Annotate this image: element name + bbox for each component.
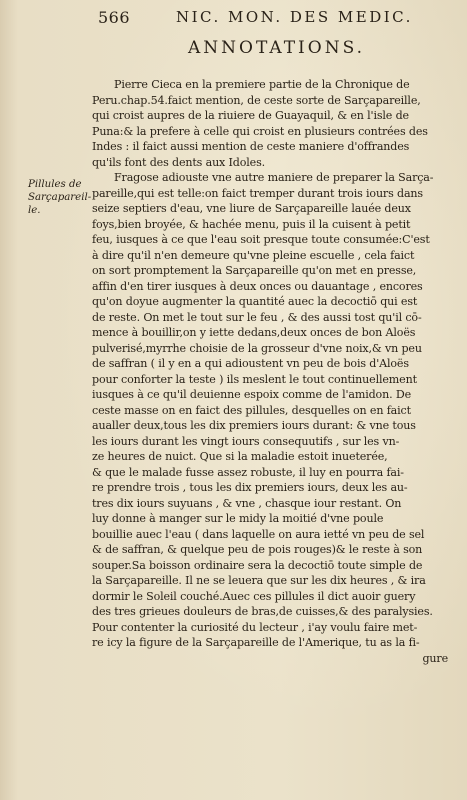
text-line: Puna:& la prefere à celle qui croist en plusieurs contrées des	[92, 124, 428, 138]
margin-note-line: Sarçapareil-	[28, 192, 92, 203]
text-line: feu, iusques à ce que l'eau soit presque toute consumée:C'est	[92, 233, 430, 246]
text-line: mence à bouillir,on y iette dedans,deux onces de bon Aloës	[92, 326, 416, 339]
text-line: tres dix iours suyuans , & vne , chasque iour restant. On	[92, 496, 402, 510]
text-line: qu'on doyue augmenter la quantité auec la decoctiō qui est	[92, 295, 418, 308]
text-line: de saffran ( il y en a qui adioustent vn peu de bois d'Aloës	[92, 357, 409, 370]
text-line: ze heures de nuict. Que si la maladie estoit inueterée,	[92, 450, 388, 463]
text-line: Pierre Cieca en la premiere partie de la Chronique de	[114, 78, 410, 91]
text-line: bouillie auec l'eau ( dans laquelle on aura ietté vn peu de sel	[92, 527, 425, 541]
running-head: NIC. MON. DES MEDIC.	[176, 8, 413, 26]
text-line: pareille,qui est telle:on faict tremper durant trois iours dans	[92, 186, 423, 200]
text-line: re icy la figure de la Sarçapareille de l'Amerique, tu as la fi-	[92, 636, 420, 649]
text-line: Indes : il faict aussi mention de ceste maniere d'offrandes	[92, 140, 410, 153]
margin-note-line: Pillules de	[28, 179, 82, 190]
text-line: ceste masse on en faict des pillules, desquelles on en faict	[92, 403, 411, 417]
text-line: affin d'en tirer iusques à deux onces ou dauantage , encores	[92, 279, 423, 293]
text-line: dormir le Soleil couché.Auec ces pillules il dict auoir guery	[92, 589, 416, 603]
section-title: ANNOTATIONS.	[188, 38, 366, 58]
margin-note-line: le.	[28, 205, 41, 216]
text-line: qu'ils font des dents aux Idoles.	[92, 155, 265, 169]
text-line: & de saffran, & quelque peu de pois rouges)& le reste à son	[92, 543, 423, 556]
text-line: re prendre trois , tous les dix premiers iours, deux les au-	[92, 481, 408, 494]
text-line: à dire qu'il n'en demeure qu'vne pleine escuelle , cela faict	[92, 248, 415, 262]
text-line: luy donne à manger sur le midy la moitié d'vne poule	[92, 512, 384, 525]
text-line: aualler deux,tous les dix premiers iours durant: & vne tous	[92, 419, 416, 432]
text-line: pour conforter la teste ) ils meslent le tout continuellement	[92, 372, 417, 386]
page-number: 566	[98, 8, 131, 27]
page-header	[0, 6, 467, 30]
text-line: Pour contenter la curiosité du lecteur , i'ay voulu faire met-	[92, 620, 418, 634]
text-line: foys,bien broyée, & hachée menu, puis il la cuisent à petit	[92, 217, 411, 231]
text-line: la Sarçapareille. Il ne se leuera que sur les dix heures , & ira	[92, 574, 426, 587]
text-line: on sort promptement la Sarçapareille qu'on met en presse,	[92, 264, 417, 277]
text-line: seize septiers d'eau, vne liure de Sarçapareille lauée deux	[92, 202, 411, 215]
text-line: Fragose adiouste vne autre maniere de preparer la Sarça-	[114, 171, 434, 184]
catchword: gure	[422, 651, 448, 665]
text-line: & que le malade fusse assez robuste, il luy en pourra fai-	[92, 465, 404, 479]
text-line: de reste. On met le tout sur le feu , & des aussi tost qu'il cō-	[92, 310, 422, 324]
text-line: pulverisé,myrrhe choisie de la grosseur d'vne noix,& vn peu	[92, 341, 422, 355]
text-line: iusques à ce qu'il deuienne espoix comme de l'amidon. De	[92, 388, 411, 401]
margin-note	[28, 178, 92, 217]
text-line: les iours durant les vingt iours consequutifs , sur les vn-	[92, 434, 400, 448]
text-line: Peru.chap.54.faict mention, de ceste sorte de Sarçapareille,	[92, 93, 421, 107]
body-text	[92, 77, 462, 666]
text-line: des tres grieues douleurs de bras,de cuisses,& des paralysies.	[92, 605, 433, 618]
text-line: souper.Sa boisson ordinaire sera la decoctiō toute simple de	[92, 558, 423, 572]
text-line: qui croist aupres de la riuiere de Guayaquil, & en l'isle de	[92, 109, 409, 122]
